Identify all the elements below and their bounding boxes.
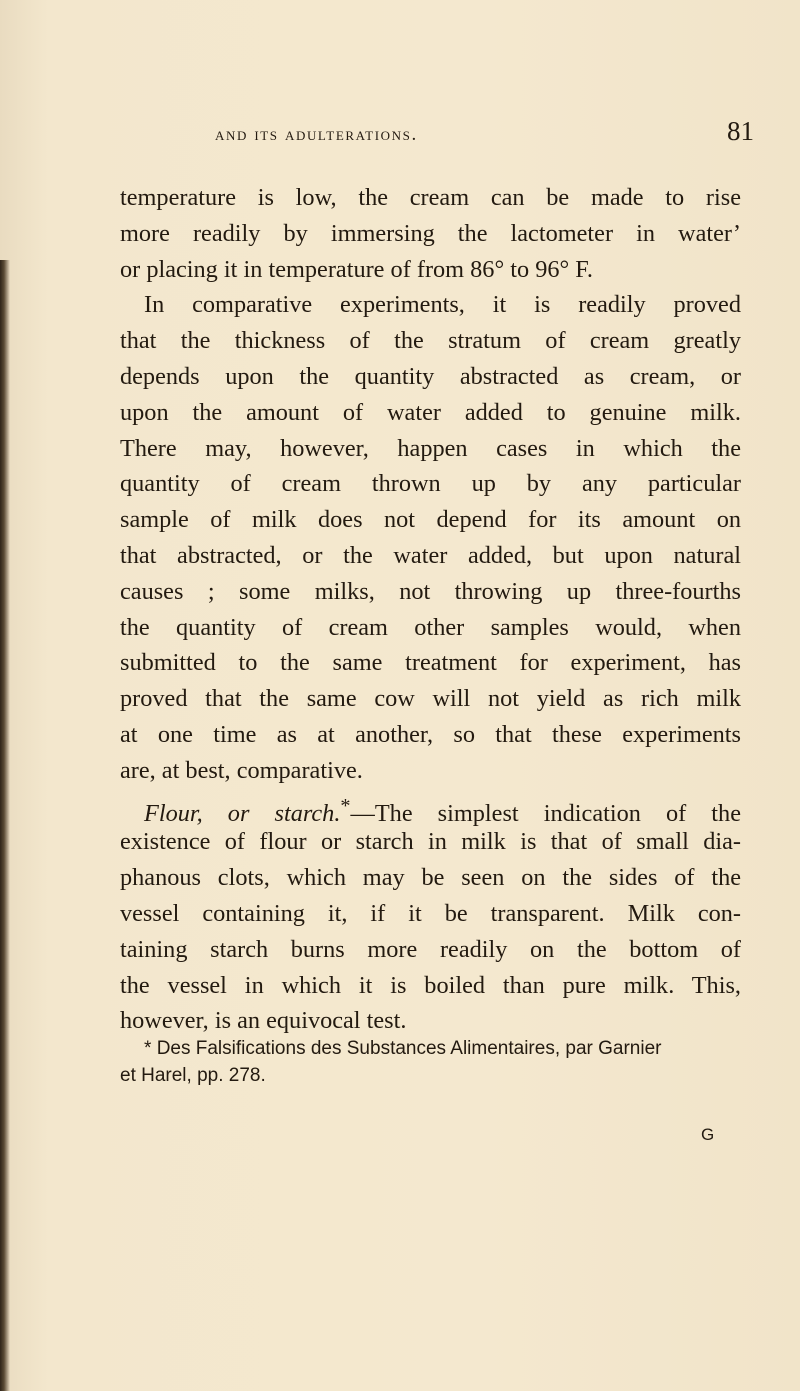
- body-line: more readily by immersing the lactometer in water’: [120, 219, 741, 247]
- body-line: or placing it in temperature of from 86° to 96° F.: [120, 255, 593, 283]
- footnote: [120, 1035, 741, 1089]
- body-line: that abstracted, or the water added, but upon natural: [120, 541, 741, 569]
- flour-first-line-text: —The simplest indication of the: [350, 799, 741, 827]
- body-line: There may, however, happen cases in which the: [120, 434, 741, 462]
- body-line: are, at best, comparative.: [120, 756, 363, 784]
- body-line: vessel containing it, if it be transparent. Milk con-: [120, 899, 741, 927]
- body-line: existence of flour or starch in milk is that of small dia-: [120, 828, 741, 856]
- body-text: [120, 180, 741, 1039]
- binding-gutter-shadow: [0, 260, 10, 1391]
- body-line: phanous clots, which may be seen on the sides of the: [120, 864, 741, 892]
- footnote-line: et Harel, pp. 278.: [120, 1065, 266, 1086]
- body-line: quantity of cream thrown up by any particular: [120, 470, 741, 498]
- body-line: however, is an equivocal test.: [120, 1007, 407, 1035]
- body-line: In comparative experiments, it is readily proved: [144, 291, 741, 319]
- footnote-marker: *: [144, 1038, 152, 1059]
- running-head: [0, 116, 800, 156]
- section-heading-flour: Flour, or starch.: [144, 799, 341, 827]
- footnote-line: [120, 1035, 741, 1062]
- body-line: causes ; some milks, not throwing up three-fourths: [120, 577, 741, 605]
- body-line: that the thickness of the stratum of cream greatly: [120, 327, 741, 355]
- running-title: and its adulterations.: [215, 124, 418, 145]
- body-line: depends upon the quantity abstracted as cream, or: [120, 362, 741, 390]
- body-line: submitted to the same treatment for experiment, has: [120, 649, 741, 677]
- flour-paragraph-first-line: [120, 789, 741, 825]
- body-line: the quantity of cream other samples would, when: [120, 613, 741, 641]
- footnote-reference: *: [340, 794, 351, 817]
- body-line: temperature is low, the cream can be made to rise: [120, 184, 741, 211]
- body-line: the vessel in which it is boiled than pure milk. This,: [120, 971, 741, 999]
- body-line: upon the amount of water added to genuine milk.: [120, 398, 741, 426]
- signature-mark: G: [701, 1125, 715, 1144]
- page-number: 81: [727, 116, 754, 146]
- body-line: proved that the same cow will not yield as rich milk: [120, 685, 741, 713]
- body-line: taining starch burns more readily on the bottom of: [120, 935, 741, 963]
- footnote-text: Des Falsifications des Substances Alimentaires, par Garnier: [156, 1038, 662, 1059]
- body-line: sample of milk does not depend for its amount on: [120, 506, 741, 534]
- body-line: at one time as at another, so that these experiments: [120, 720, 741, 748]
